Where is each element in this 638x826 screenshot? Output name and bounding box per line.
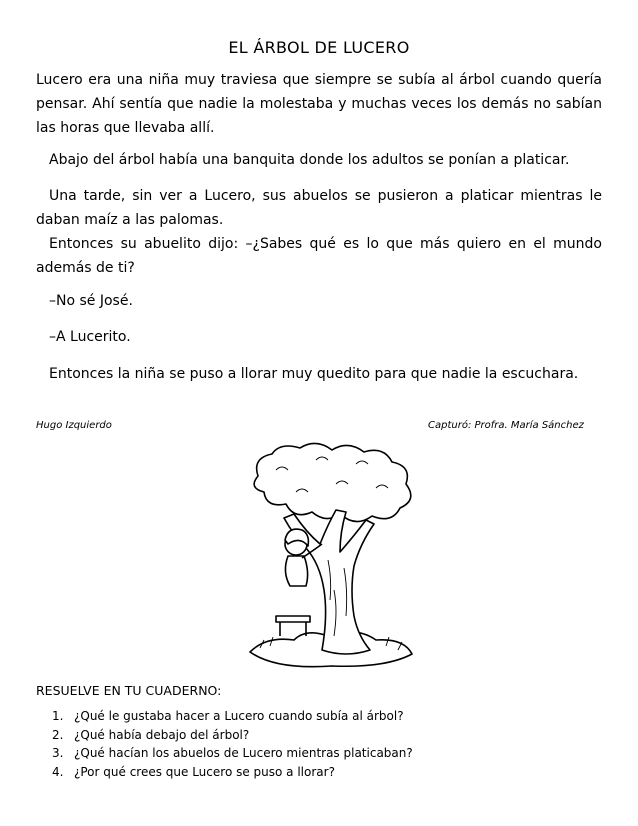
page-title: EL ÁRBOL DE LUCERO <box>228 38 410 57</box>
dialogue-line-1: –No sé José. <box>49 293 133 309</box>
dialogue-line-2: –A Lucerito. <box>49 329 131 345</box>
question-item: 1. ¿Qué le gustaba hacer a Lucero cuando subía al árbol? <box>52 709 404 723</box>
bench-icon <box>276 616 310 622</box>
exercise-heading: RESUELVE EN TU CUADERNO: <box>36 683 222 698</box>
author-credit: Hugo Izquierdo <box>36 420 112 431</box>
girl-dress-icon <box>285 556 307 586</box>
canopy-icon <box>254 443 411 521</box>
question-item: 3. ¿Qué hacían los abuelos de Lucero mientras platicaban? <box>52 746 413 760</box>
question-list <box>52 707 413 781</box>
story-paragraph-4: Entonces su abuelito dijo: –¿Sabes qué es lo que más quiero en el mundo además de ti? <box>36 236 602 276</box>
story-paragraph-3: Una tarde, sin ver a Lucero, sus abuelos se pusieron a platicar mientras le daban maíz a las palomas. <box>36 188 602 228</box>
story-paragraph-2: Abajo del árbol había una banquita donde los adultos se ponían a platicar. <box>49 152 570 168</box>
story-paragraph-1: Lucero era una niña muy traviesa que siempre se subía al árbol cuando quería pensar. Ahí sentía que nadie la molestaba y muchas veces los demás no sabían las horas que llevaba allí. <box>36 72 602 136</box>
capture-credit: Capturó: Profra. María Sánchez <box>428 420 584 431</box>
question-item: 2. ¿Qué había debajo del árbol? <box>52 727 250 742</box>
question-item: 4. ¿Por qué crees que Lucero se puso a llorar? <box>52 764 335 779</box>
story-paragraph-5: Entonces la niña se puso a llorar muy quedito para que nadie la escuchara. <box>49 366 579 382</box>
tree-illustration <box>236 440 424 680</box>
